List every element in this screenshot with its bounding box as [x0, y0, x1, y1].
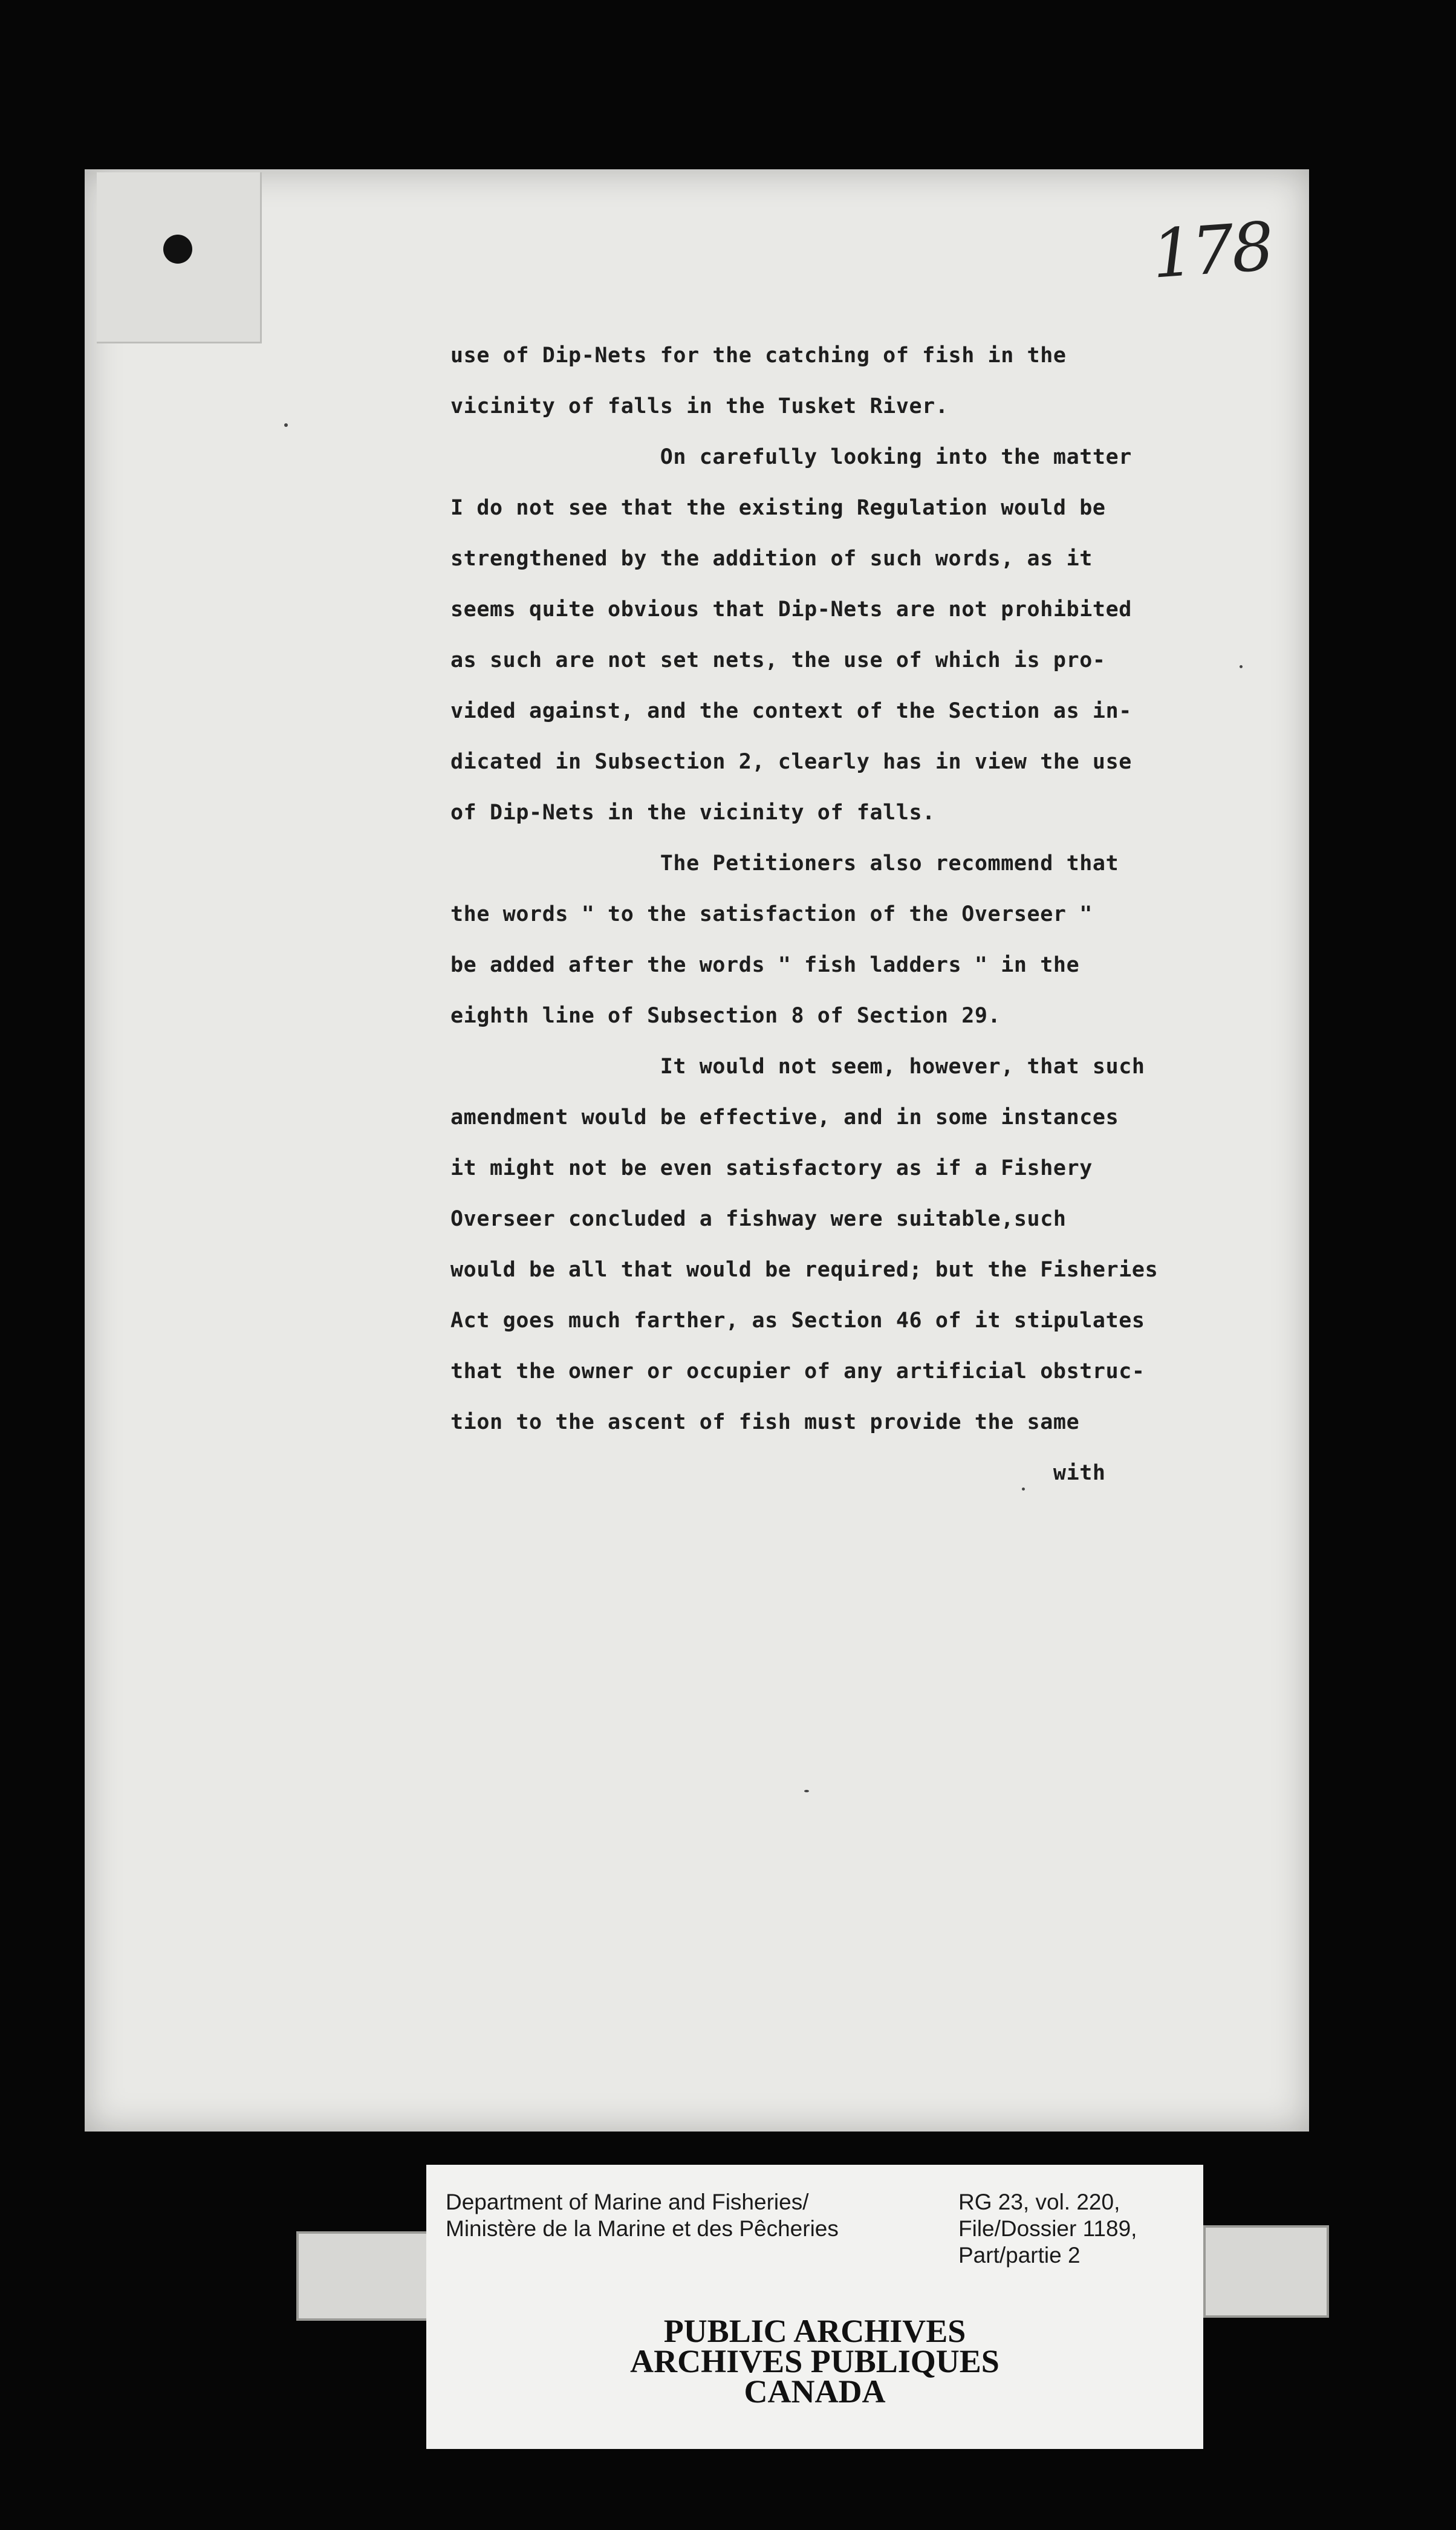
- text-line: seems quite obvious that Dip-Nets are not prohibited: [450, 597, 1132, 622]
- department-french: Ministère de la Marine et des Pêcheries: [446, 2216, 839, 2241]
- folio-number: 178: [1149, 207, 1275, 293]
- scan-speck: [804, 1790, 809, 1792]
- mount-clip-right: [1203, 2225, 1329, 2318]
- text-line: eighth line of Subsection 8 of Section 29.: [450, 1004, 1001, 1028]
- scan-speck: [284, 423, 288, 427]
- reference-rg: RG 23, vol. 220,: [958, 2190, 1120, 2214]
- reference-file: File/Dossier 1189,: [958, 2216, 1137, 2241]
- text-line: vicinity of falls in the Tusket River.: [450, 394, 949, 418]
- text-line: that the owner or occupier of any artificial obstruc-: [450, 1359, 1145, 1384]
- mount-clip-left: [296, 2231, 431, 2321]
- text-line: I do not see that the existing Regulation would be: [450, 496, 1106, 520]
- text-line: It would not seem, however, that such: [450, 1055, 1145, 1079]
- department-english: Department of Marine and Fisheries/: [446, 2190, 809, 2214]
- text-line: The Petitioners also recommend that: [450, 851, 1119, 876]
- text-line: the words " to the satisfaction of the Overseer ": [450, 902, 1093, 926]
- text-line: use of Dip-Nets for the catching of fish in the: [450, 343, 1067, 368]
- archive-label-card: [426, 2165, 1203, 2449]
- scan-speck: [1022, 1488, 1025, 1491]
- text-line: would be all that would be required; but the Fisheries: [450, 1258, 1159, 1282]
- archives-country: CANADA: [744, 2373, 886, 2410]
- text-line: dicated in Subsection 2, clearly has in view the use: [450, 750, 1132, 774]
- text-line: be added after the words " fish ladders " in the: [450, 953, 1080, 977]
- text-line: with: [450, 1461, 1106, 1485]
- archives-title-french: ARCHIVES PUBLIQUES: [630, 2343, 999, 2379]
- text-line: amendment would be effective, and in some instances: [450, 1105, 1119, 1130]
- text-line: of Dip-Nets in the vicinity of falls.: [450, 801, 935, 825]
- text-line: as such are not set nets, the use of which is pro-: [450, 648, 1106, 672]
- text-line: it might not be even satisfactory as if a Fishery: [450, 1156, 1093, 1180]
- text-line: vided against, and the context of the Section as in-: [450, 699, 1132, 723]
- scan-speck: [1240, 665, 1243, 668]
- text-line: strengthened by the addition of such words, as it: [450, 547, 1093, 571]
- text-line: Overseer concluded a fishway were suitable,such: [450, 1207, 1067, 1231]
- archives-title-english: PUBLIC ARCHIVES: [663, 2313, 966, 2349]
- reference-part: Part/partie 2: [958, 2243, 1081, 2268]
- text-line: tion to the ascent of fish must provide the same: [450, 1410, 1080, 1434]
- punch-hole: [163, 235, 192, 264]
- text-line: On carefully looking into the matter: [450, 445, 1132, 469]
- text-line: Act goes much farther, as Section 46 of it stipulates: [450, 1309, 1145, 1333]
